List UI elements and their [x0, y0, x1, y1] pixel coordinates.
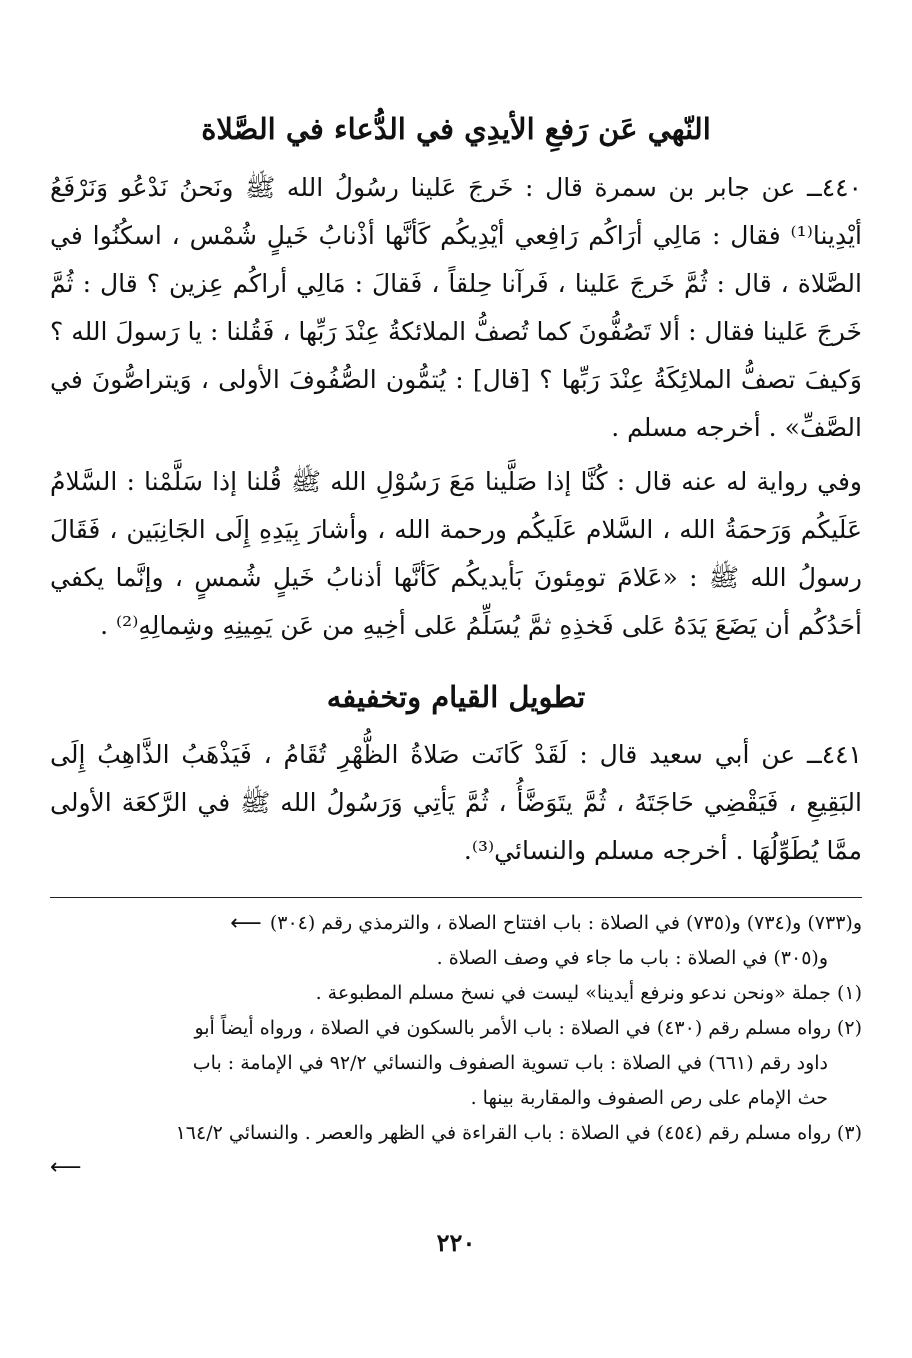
footnote-2-line3: حث الإمام على رص الصفوف والمقاربة بينها .	[470, 1087, 828, 1109]
hadith-441: ٤٤١ــ عن أبي سعيد قال : لَقَدْ كَانَت صَلاةُ الظُّهْرِ تُقَامُ ، فَيَذْهَبُ الذَّاهِبُ إِلَى البَقِيعِ ، فَيَقْضِي حَاجَتَهُ ، ثُمَّ يتَوَضَّأُ ، ثُمَّ يَأتِي وَرَسُولُ الله ﷺ في الرَّكعَة الأولى ممَّا يُطَوِّلُهَا . أخرجه مسلم والنسائي⁽³⁾.	[50, 740, 862, 865]
footnote-2: (٢) رواه مسلم رقم (٤٣٠) في الصلاة : باب الأمر بالسكون في الصلاة ، ورواه أيضاً أبو	[194, 1017, 862, 1039]
arrow-continued-icon: ⟵	[230, 910, 262, 936]
footnote-3-arrow-row	[50, 1151, 862, 1186]
footnote-continued: و(٧٣٣) و(٧٣٤) و(٧٣٥) في الصلاة : باب افتتاح الصلاة ، والترمذي رقم (٣٠٤)	[269, 912, 862, 934]
arrow-continues-icon: ⟵	[50, 1155, 82, 1180]
section-heading-raising-hands: النّهي عَن رَفعِ الأيدِي في الدُّعاء في الصَّلاة	[201, 112, 711, 146]
footnote-2-line2: داود رقم (٦٦١) في الصلاة : باب تسوية الصفوف والنسائي ٩٢/٢ في الإمامة : باب	[192, 1052, 828, 1074]
footnote-continued-row	[50, 906, 862, 941]
footnote-3: (٣) رواه مسلم رقم (٤٥٤) في الصلاة : باب القراءة في الظهر والعصر . والنسائي ١٦٤/٢	[175, 1122, 862, 1144]
hadith-440-narration: وفي رواية له عنه قال : كُنَّا إذا صَلَّينا مَعَ رَسُوْلِ الله ﷺ قُلنا إذا سَلَّمْنا : السَّلامُ عَلَيكُم وَرَحمَةُ الله ، السَّلام عَلَيكُم ورحمة الله ، وأشارَ بِيَدِهِ إِلَى الجَانِبَين ، فَقَالَ رسولُ الله ﷺ : «عَلامَ تومِئونَ بَأيديكُم كَأنَّها أذنابُ خَيلٍ شُمسٍ ، وإنَّما يكفي أحَدُكُم أن يَضَعَ يَدَهُ عَلى فَخذِهِ ثمَّ يُسَلِّمُ عَلى أخِيهِ من عَن يَمِينِهِ وشِمالِهِ⁽²⁾ .	[50, 466, 862, 640]
hadith-440: ٤٤٠ــ عن جابر بن سمرة قال : خَرجَ عَلينا رسُولُ الله ﷺ ونَحنُ نَدْعُو وَنَرْفَعُ أيْدِينا⁽¹⁾ فقال : مَالِي أرَاكُم رَافِعي أيْدِيكُم كَأنَّها أذْنابُ خَيلٍ شُمْس ، اسكُنُوا في الصَّلاة ، قال : ثُمَّ خَرجَ عَلينا ، فَرآنا حِلقاً ، فَقالَ : مَالِي أراكُم عِزين ؟ قال : ثُمَّ خَرجَ عَلينا فقال : ألا تَصُفُّونَ كما تُصفُّ الملائكةُ عِنْدَ رَبِّها ، فَقُلنا : يا رَسولَ الله ؟ وَكيفَ تصفُّ الملائِكَةُ عِنْدَ رَبِّها ؟ [قال] : يُتمُّون الصُّفُوفَ الأولى ، وَيتراصُّونَ في الصَّفِّ» . أخرجه مسلم .	[50, 172, 862, 442]
footnote-1: (١) جملة «ونحن ندعو ونرفع أيدينا» ليست في نسخ مسلم المطبوعة .	[315, 982, 862, 1004]
footnote-continued-line2: و(٣٠٥) في الصلاة : باب ما جاء في وصف الصلاة .	[436, 947, 828, 969]
footnotes	[50, 897, 862, 1186]
section-heading-standing-length: تطويل القيام وتخفيفه	[326, 679, 586, 714]
footnote-divider	[50, 897, 862, 898]
page-number: ٢٢٠	[436, 1228, 476, 1257]
